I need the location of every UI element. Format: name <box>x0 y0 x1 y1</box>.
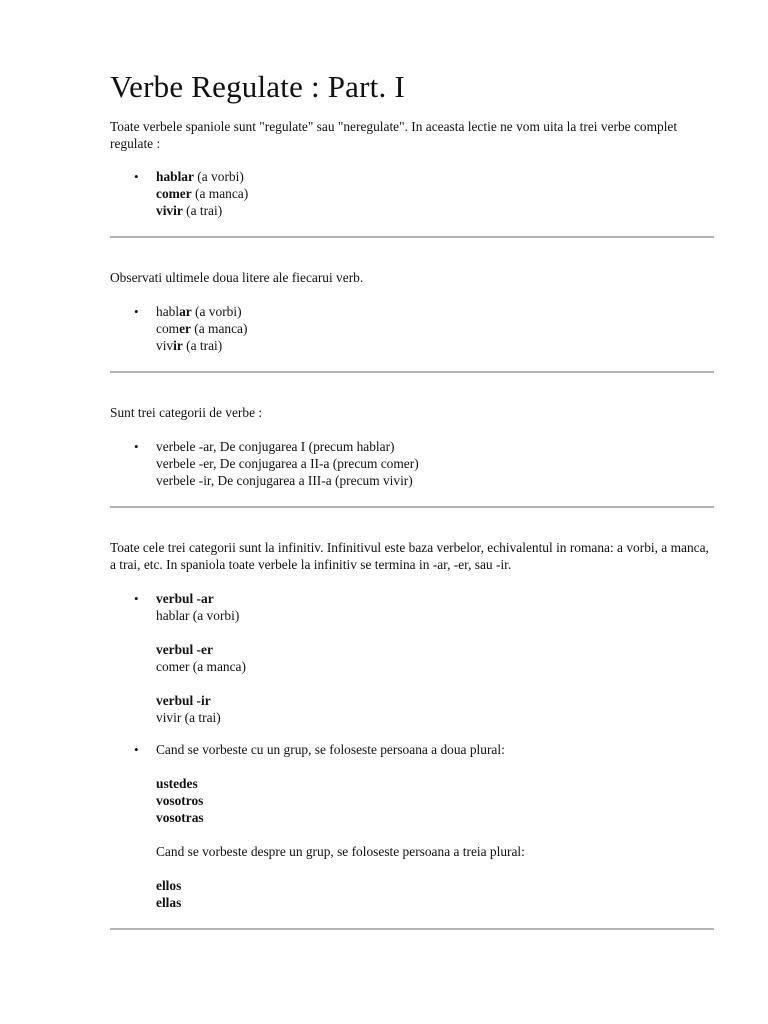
section-divider <box>110 928 714 930</box>
list-item <box>134 303 714 354</box>
verb-line <box>156 337 714 354</box>
verb-ending: ir <box>173 338 183 353</box>
verb-list <box>110 168 714 219</box>
category-line: verbele -ir, De conjugarea a III-a (precum vivir) <box>156 473 413 488</box>
verb-line <box>156 168 714 185</box>
page-title: Verbe Regulate : Part. I <box>110 69 405 104</box>
verb-bold: vivir <box>156 203 183 218</box>
pronoun: vosotros <box>156 793 204 808</box>
intro-paragraph: Toate cele trei categorii sunt la infinitiv. Infinitivul este baza verbelor, echivalentul in romana: a vorbi, a manca, a trai, etc. In spaniola toate verbele la infinitiv se termina in -ar, -er, sau -ir. <box>110 540 709 572</box>
bullet-icon: • <box>134 169 139 184</box>
group-heading: verbul -ar <box>156 591 214 606</box>
verb-translation: (a manca) <box>191 186 249 201</box>
verb-ending: ar <box>179 304 192 319</box>
verb-line <box>156 185 714 202</box>
list-item <box>134 168 714 219</box>
intro-paragraph: Toate verbele spaniole sunt "regulate" sau "neregulate". In aceasta lectie ne vom uita la trei verbe complet regulate : <box>110 119 678 151</box>
bullet-icon: • <box>134 439 139 454</box>
verb-translation: (a manca) <box>190 321 248 336</box>
bullet-icon: • <box>134 304 139 319</box>
verb-translation: (a trai) <box>182 338 223 353</box>
infinitive-list <box>110 590 714 911</box>
pronoun: ellas <box>156 895 182 910</box>
group-example: vivir (a trai) <box>156 710 221 725</box>
verb-line <box>156 202 714 219</box>
verb-ending-list <box>110 303 714 354</box>
pronoun: ustedes <box>156 776 198 791</box>
plural-explanation: Cand se vorbeste cu un grup, se foloseste persoana a doua plural: <box>156 742 505 757</box>
verb-stem: viv <box>156 338 174 353</box>
document-page <box>110 68 714 930</box>
pronoun: vosotras <box>156 810 204 825</box>
verb-translation: (a vorbi) <box>191 304 242 319</box>
group-heading: verbul -ir <box>156 693 211 708</box>
verb-bold: hablar <box>156 169 194 184</box>
list-item <box>134 741 714 911</box>
verb-bold: comer <box>156 186 192 201</box>
bullet-icon: • <box>134 742 139 757</box>
verb-translation: (a vorbi) <box>193 169 244 184</box>
verb-translation: (a trai) <box>182 203 223 218</box>
group-example: comer (a manca) <box>156 659 246 674</box>
category-list <box>110 438 714 489</box>
verb-stem: habl <box>156 304 180 319</box>
plural-explanation: Cand se vorbeste despre un grup, se foloseste persoana a treia plural: <box>156 844 525 859</box>
group-example: hablar (a vorbi) <box>156 608 240 623</box>
verb-stem: com <box>156 321 180 336</box>
pronoun: ellos <box>156 878 182 893</box>
group-heading: verbul -er <box>156 642 213 657</box>
list-item <box>134 590 714 726</box>
verb-line <box>156 320 714 337</box>
verb-ending: er <box>179 321 191 336</box>
intro-paragraph: Observati ultimele doua litere ale fiecarui verb. <box>110 270 364 285</box>
intro-paragraph: Sunt trei categorii de verbe : <box>110 405 263 420</box>
verb-line <box>156 303 714 320</box>
list-item <box>134 438 714 489</box>
category-line: verbele -er, De conjugarea a II-a (precum comer) <box>156 456 419 471</box>
category-line: verbele -ar, De conjugarea I (precum hablar) <box>156 439 395 454</box>
bullet-icon: • <box>134 591 139 606</box>
